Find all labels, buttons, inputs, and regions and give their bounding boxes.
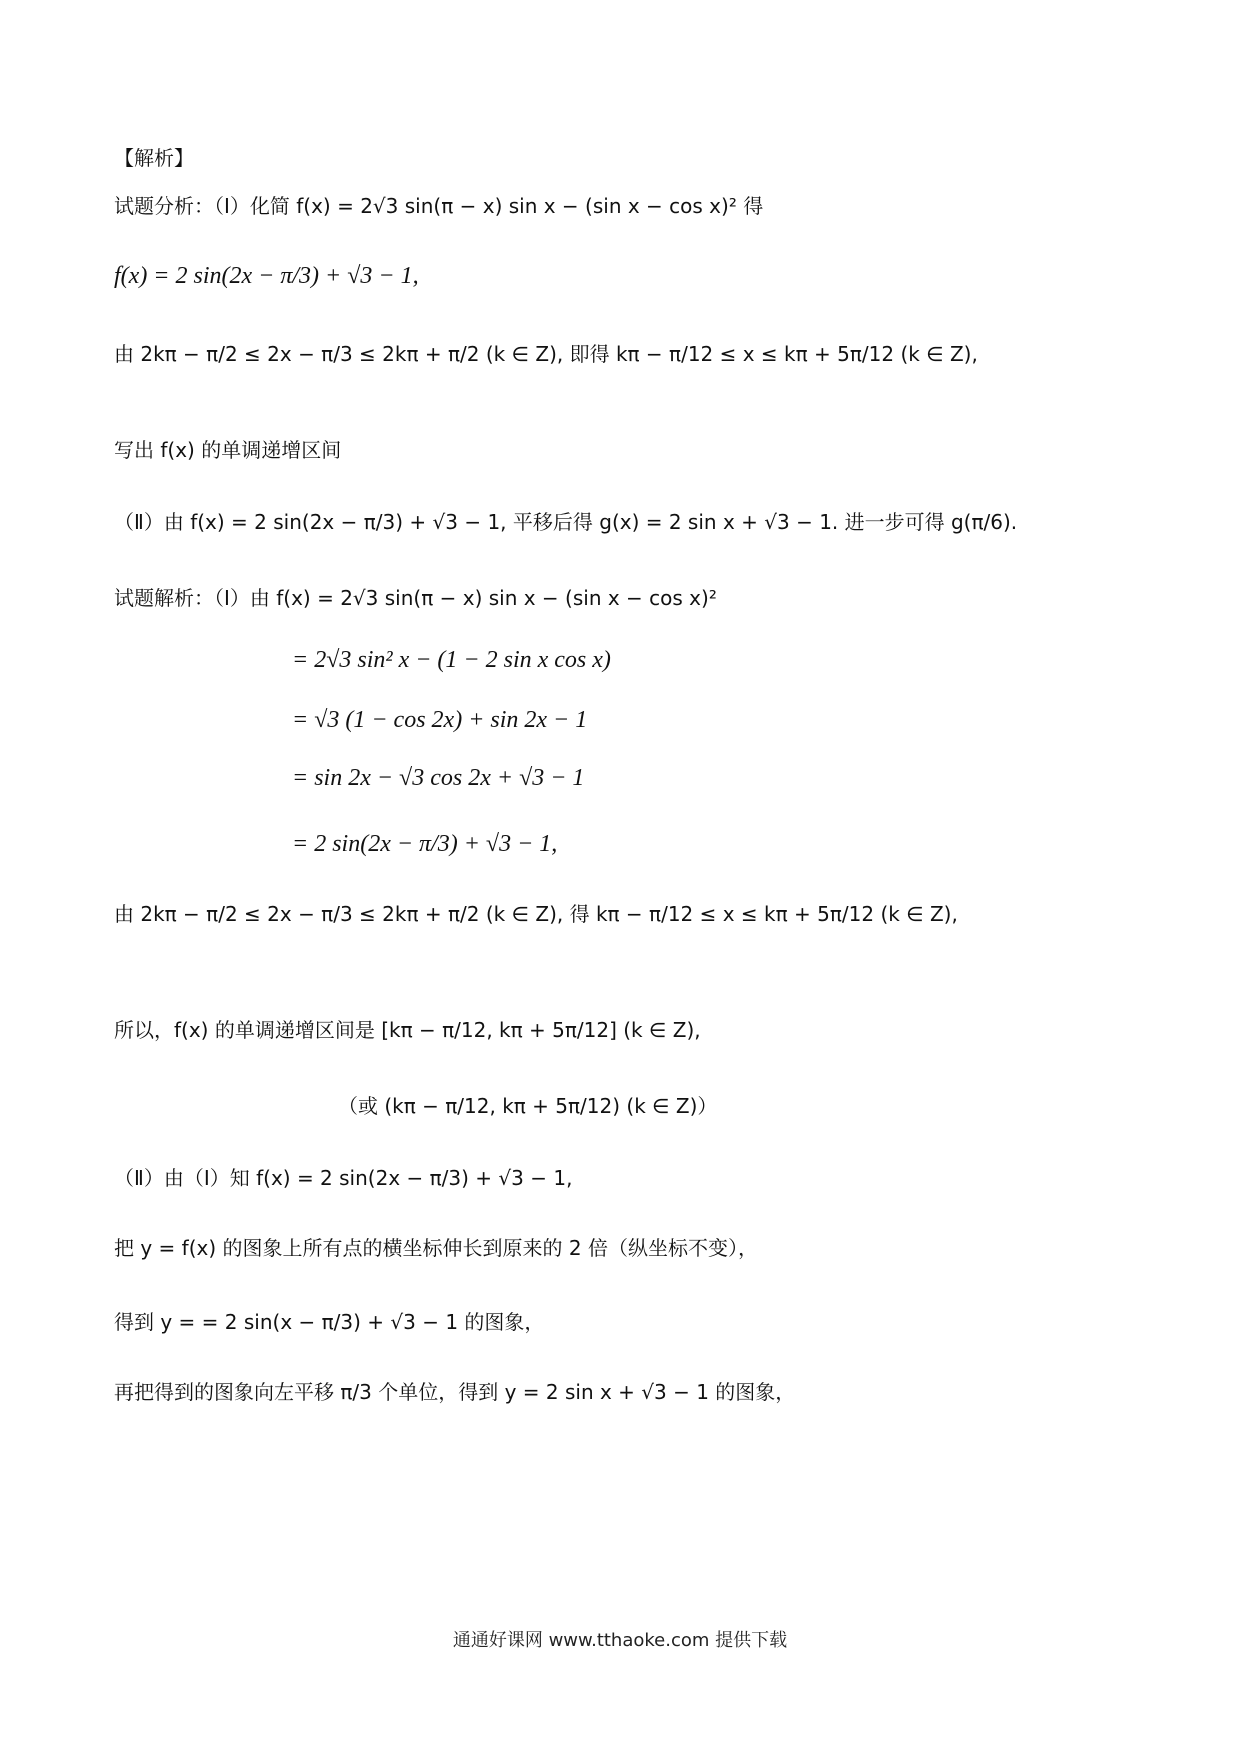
solution-open-interval-note: （或 (kπ − π/12, kπ + 5π/12) (k ∈ Z)） [338,1094,718,1118]
solution-step-3: = sin 2x − √3 cos 2x + √3 − 1 [292,765,585,791]
analysis-line-1: 试题分析：（Ⅰ）化简 f(x) = 2√3 sin(π − x) sin x − (sin x − cos x)² 得 [114,194,764,218]
page-footer: 通通好课网 www.tthaoke.com 提供下载 [452,1630,788,1651]
solution-part-two: （Ⅱ）由（Ⅰ）知 f(x) = 2 sin(2x − π/3) + √3 − 1, [114,1166,573,1190]
solution-step-4: = 2 sin(2x − π/3) + √3 − 1, [292,831,558,857]
solution-increasing-interval: 所以，f(x) 的单调递增区间是 [kπ − π/12, kπ + 5π/12] (k ∈ Z), [114,1018,701,1042]
solution-inequality: 由 2kπ − π/2 ≤ 2x − π/3 ≤ 2kπ + π/2 (k ∈ Z), 得 kπ − π/12 ≤ x ≤ kπ + 5π/12 (k ∈ Z), [114,902,958,926]
solution-line-1: 试题解析：（Ⅰ）由 f(x) = 2√3 sin(π − x) sin x − (sin x − cos x)² [114,586,717,610]
solution-step-1: = 2√3 sin² x − (1 − 2 sin x cos x) [292,647,611,673]
solution-stretched-graph: 得到 y = = 2 sin(x − π/3) + √3 − 1 的图象， [114,1310,545,1334]
analysis-inequality: 由 2kπ − π/2 ≤ 2x − π/3 ≤ 2kπ + π/2 (k ∈ Z), 即得 kπ − π/12 ≤ x ≤ kπ + 5π/12 (k ∈ Z), [114,342,978,366]
section-heading: 【解析】 [114,146,194,170]
analysis-part-two: （Ⅱ）由 f(x) = 2 sin(2x − π/3) + √3 − 1, 平移后得 g(x) = 2 sin x + √3 − 1. 进一步可得 g(π/6). [114,510,1018,534]
analysis-increasing-interval-note: 写出 f(x) 的单调递增区间 [114,438,342,462]
analysis-formula-f: f(x) = 2 sin(2x − π/3) + √3 − 1, [114,263,419,289]
solution-step-2: = √3 (1 − cos 2x) + sin 2x − 1 [292,707,588,733]
solution-shift-step: 再把得到的图象向左平移 π/3 个单位，得到 y = 2 sin x + √3 − 1 的图象， [114,1380,796,1404]
solution-stretch-step: 把 y = f(x) 的图象上所有点的横坐标伸长到原来的 2 倍（纵坐标不变）， [114,1236,758,1260]
